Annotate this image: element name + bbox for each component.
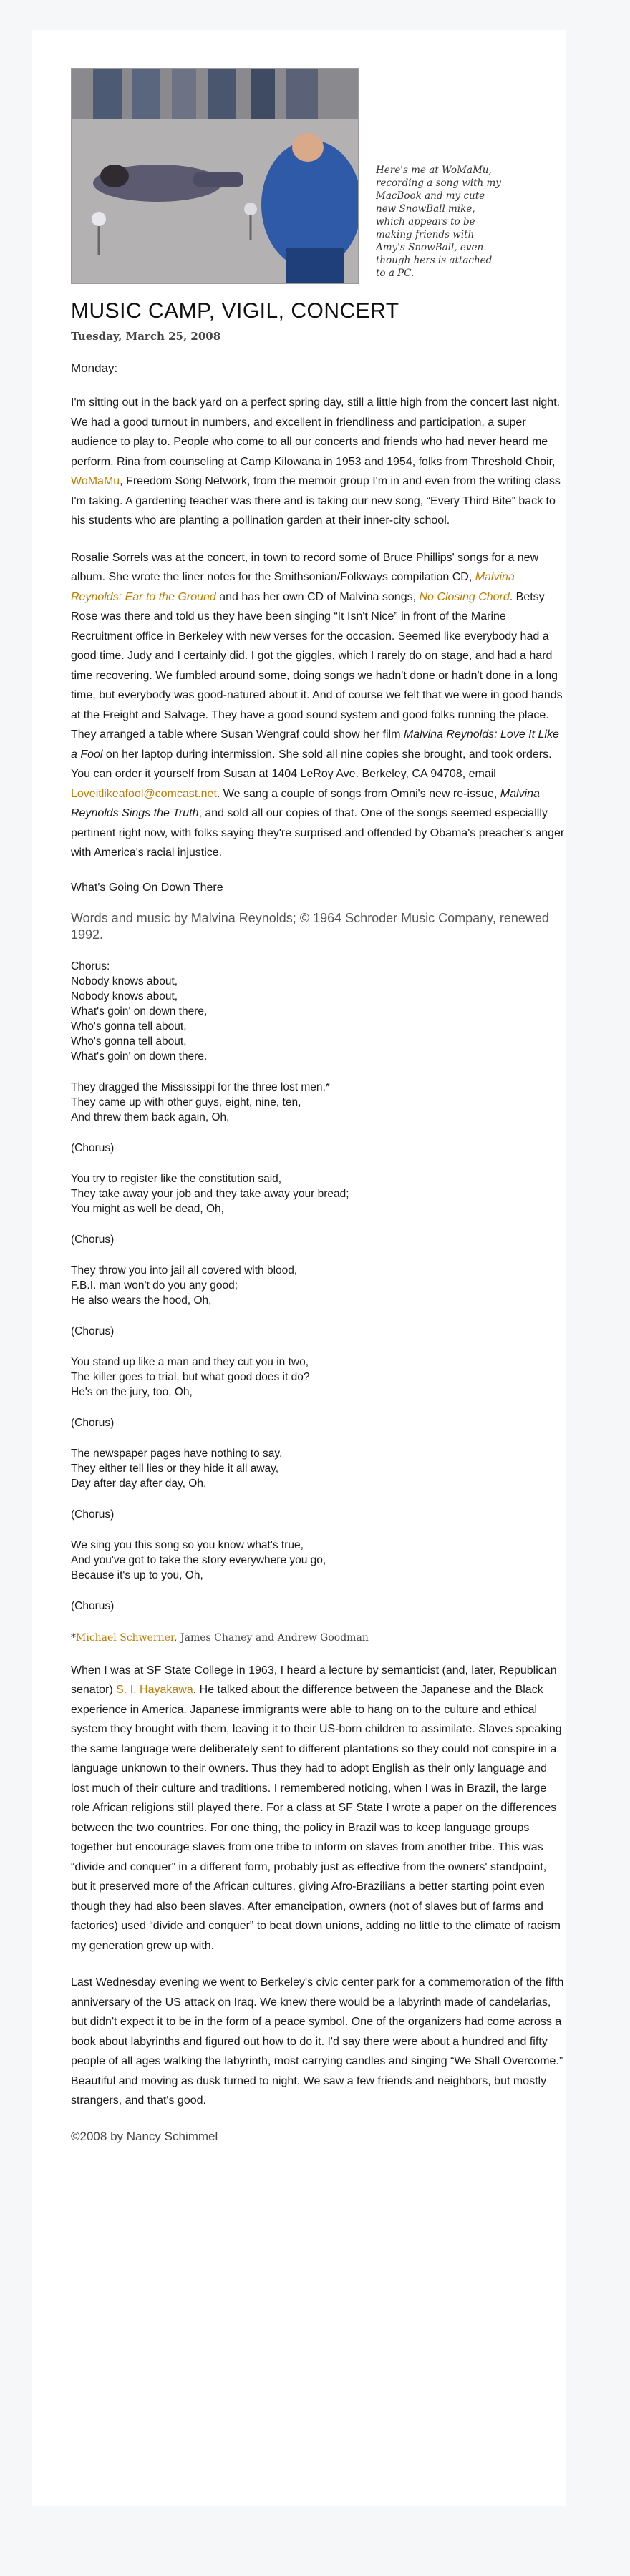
post-date: Tuesday, March 25, 2008 (71, 330, 221, 343)
womamu-link[interactable]: WoMaMu (71, 475, 120, 487)
chorus-marker: (Chorus) (71, 1233, 115, 1246)
paragraph-text: I'm sitting out in the back yard on a perfect spring day, still a little high from the concert last night. We had a good turnout in numbers, and excellent in friendliness and participation, a super audience to play to. People who come to all our concerts and friends who had never heard me perform. Rina from counseling at Camp Kilowana in 1953 and 1954, folks from Threshold Choir, (71, 396, 561, 468)
footnote-mark: * (71, 1631, 76, 1644)
chorus-marker: (Chorus) (71, 1508, 115, 1521)
post-sheet (32, 30, 566, 2506)
film-title: Malvina Reynolds: Love It Like a Fool (71, 728, 559, 761)
paragraph-text: . We sang a couple of songs from Omni's new re-issue, (216, 787, 500, 800)
paragraph-hayakawa (71, 1661, 565, 1956)
verse: They dragged the Mississippi for the three lost men,* They came up with other guys, eight, nine, ten, And threw them back again, Oh, (71, 1080, 330, 1123)
photo-caption: Here's me at WoMaMu, recording a song with my MacBook and my cute new SnowBall mike, which appears to be making friends with Amy's SnowBall, even though hers is attached to a PC. (376, 165, 501, 279)
footnote-text: , James Chaney and Andrew Goodman (174, 1631, 369, 1644)
no-closing-chord-link[interactable]: No Closing Chord (419, 590, 510, 603)
verse: They throw you into jail all covered with blood, F.B.I. man won't do you any good; He also wears the hood, Oh, (71, 1264, 298, 1307)
song-lyrics (71, 959, 565, 1614)
post-title: MUSIC CAMP, VIGIL, CONCERT (71, 299, 399, 323)
paragraph-text: When I was at SF State College in 1963, I heard a lecture by semanticist (and, later, Republican senator) (71, 1664, 557, 1696)
hayakawa-link[interactable]: S. I. Hayakawa (116, 1684, 193, 1696)
paragraph-vigil: Last Wednesday evening we went to Berkeley's civic center park for a commemoration of the fifth anniversary of the US attack on Iraq. We knew there would be a labyrinth made of candelarias, but didn't expect it to be in the form of a peace symbol. One of the organizers had come across a book about labyrinths and figured out how to do it. I'd say there were about a hundred and fifty people of all ages walking the labyrinth, most carrying candles and singing “We Shall Overcome.” Beautiful and moving as dusk turned to night. We saw a few friends and neighbors, but mostly strangers, and that's good. (71, 1976, 564, 2107)
paragraph-text: , Freedom Song Network, from the memoir group I'm in and even from the writing class I'm taking. A gardening teacher was there and is taking our new song, “Every Third Bite” back to his students who are planting a pollination garden at their inner-city school. (71, 475, 561, 527)
paragraph-text: , and sold all our copies of that. One of the songs seemed especiallly pertinent right now, with folks saying they're surprised and offended by Obama's preacher's anger with America's racial injustice. (71, 807, 565, 859)
verse-chorus: Chorus: Nobody knows about, Nobody knows about, What's goin' on down there, Who's gonna tell about, Who's gonna tell about, What's goin' on down there. (71, 960, 208, 1063)
song-credit: Words and music by Malvina Reynolds; © 1964 Schroder Music Company, renewed 1992. (71, 910, 549, 942)
verse: You stand up like a man and they cut you in two, The killer goes to trial, but what good does it do? He's on the jury, too, Oh, (71, 1355, 310, 1398)
album-title: Malvina Reynolds Sings the Truth (71, 787, 540, 819)
email-link[interactable]: Loveitlikeafool@comcast.net (71, 787, 217, 800)
paragraph-rosalie (71, 548, 565, 863)
day-label: Monday: (71, 361, 118, 375)
photo-row (71, 69, 565, 284)
paragraph-text: on her laptop during intermission. She sold all nine copies she brought, and took orders. You can order it yourself from Susan at 1404 LeRoy Ave. Berkeley, CA 94708, email (71, 748, 552, 780)
song-title: What's Going On Down There (71, 881, 223, 894)
concert-photo (71, 68, 359, 284)
chorus-marker: (Chorus) (71, 1141, 115, 1154)
chorus-marker: (Chorus) (71, 1324, 115, 1337)
ear-to-the-ground-link[interactable]: Malvina Reynolds: Ear to the Ground (71, 571, 515, 603)
copyright: ©2008 by Nancy Schimmel (71, 2129, 218, 2143)
chorus-marker: (Chorus) (71, 1599, 115, 1612)
photo-scene (72, 69, 358, 283)
verse: The newspaper pages have nothing to say, They either tell lies or they hide it all away, Day after day after day, Oh, (71, 1447, 283, 1490)
paragraph-concert (71, 393, 565, 531)
verse: We sing you this song so you know what's true, And you've got to take the story everywhere you go, Because it's up to you, Oh, (71, 1538, 326, 1581)
chorus-marker: (Chorus) (71, 1416, 115, 1429)
paragraph-text: . He talked about the difference between the Japanese and the Black experience in America. Japanese immigrants were able to hang on to the culture and ethical system they brought with them, leaving it to their US-born children to assimilate. Slaves speaking the same language were deliberately sent to different plantations so they could not conspire in a language unknown to their owners. Thus they had to adopt English as their only language and lost much of their culture and traditions. I remembered noticing, when I was in Brazil, the large role African religions still played there. For a class at SF State I wrote a paper on the differences between the two countries. For one thing, the policy in Brazil was to keep language groups together but encourage slaves from one tribe to inform on slaves from another tribe. This was “divide and conquer” in a different form, probably just as effective from the owners' standpoint, but it preserved more of the African cultures, giving Afro-Brazilians a better starting point even though they had also been slaves. After emancipation, owners (not of slaves but of farms and factories) used “divide and conquer” to beat down unions, adding no little to the climate of racism my generation grew up with. (71, 1684, 562, 1952)
footnote (71, 1632, 565, 1644)
michael-schwerner-link[interactable]: Michael Schwerner (76, 1631, 175, 1644)
verse: You try to register like the constitution said, They take away your job and they take away your bread; You might as well be dead, Oh, (71, 1172, 349, 1215)
paragraph-text: Rosalie Sorrels was at the concert, in town to record some of Bruce Phillips' songs for a new album. She wrote the liner notes for the Smithsonian/Folkways compilation CD, (71, 551, 539, 583)
post-content (71, 69, 565, 2144)
paragraph-text: and has her own CD of Malvina songs, (215, 590, 420, 603)
paragraph-text: . Betsy Rose was there and told us they have been singing “It Isn't Nice” in front of the Marine Recruitment office in Berkeley with new verses for the occasion. Seemed like everybody had a good time. Judy and I certainly did. I got the giggles, which I rarely do on stage, and had a hard time recovering. We fumbled around some, doing songs we hadn't done or hadn't done in a long time, but everybody was good-natured about it. And of course we felt that we were in good hands at the Freight and Salvage. They have a good sound system and good folks running the place. They arranged a table where Susan Wengraf could show her film (71, 590, 563, 741)
